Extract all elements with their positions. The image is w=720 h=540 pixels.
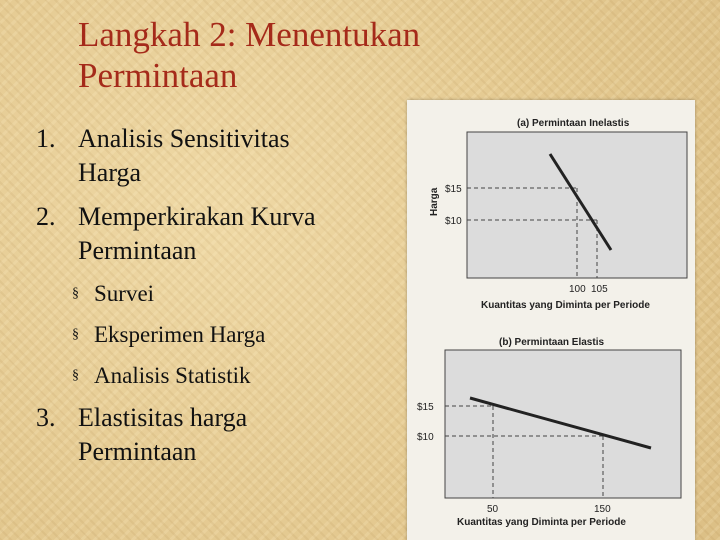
chart-a-xtick-100: 100: [569, 284, 586, 295]
chart-a-ytick-10: $10: [445, 216, 462, 227]
slide-title-line2: Permintaan: [78, 56, 238, 95]
chart-b-xlabel: Kuantitas yang Diminta per Periode: [457, 517, 626, 528]
demand-figure: [407, 100, 695, 540]
sub-item-label: Eksperimen Harga: [94, 322, 266, 347]
chart-b-ytick-10: $10: [417, 432, 434, 443]
chart-b-title: (b) Permintaan Elastis: [499, 337, 605, 348]
sub-item-survei: [72, 278, 416, 309]
chart-b-xtick-50: 50: [487, 504, 499, 515]
item-text-line2: Harga: [78, 158, 142, 187]
sub-item-label: Analisis Statistik: [94, 363, 251, 388]
slide-title: [78, 14, 518, 96]
demand-charts-svg: [407, 100, 695, 540]
chart-a-ytick-15: $15: [445, 184, 462, 195]
list-item-2: [36, 200, 416, 268]
item-text-line1: Memperkirakan Kurva: [78, 202, 316, 231]
bullet-icon: §: [72, 286, 79, 301]
chart-b-ytick-15: $15: [417, 402, 434, 413]
item-text-line2: Permintaan: [78, 236, 197, 265]
item-text-line2: Permintaan: [78, 437, 197, 466]
sub-item-analisis: [72, 360, 416, 391]
item-number: 3.: [36, 403, 56, 432]
chart-a-ylabel: Harga: [429, 187, 440, 216]
bullet-icon: §: [72, 368, 79, 383]
slide-content: [36, 122, 416, 479]
chart-a-title: (a) Permintaan Inelastis: [517, 118, 630, 129]
bullet-icon: §: [72, 327, 79, 342]
item-number: 2.: [36, 202, 56, 231]
list-item-3: [36, 401, 416, 469]
chart-a-xtick-105: 105: [591, 284, 608, 295]
sub-list: [72, 278, 416, 391]
item-text-line1: Elastisitas harga: [78, 403, 248, 432]
slide-title-line1: Langkah 2: Menentukan: [78, 15, 421, 54]
item-text-line1: Analisis Sensitivitas: [78, 124, 290, 153]
chart-a-xlabel: Kuantitas yang Diminta per Periode: [481, 300, 650, 311]
chart-b-xtick-150: 150: [594, 504, 611, 515]
sub-item-label: Survei: [94, 281, 155, 306]
list-item-1: [36, 122, 416, 190]
item-number: 1.: [36, 124, 56, 153]
sub-item-eksperimen: [72, 319, 416, 350]
